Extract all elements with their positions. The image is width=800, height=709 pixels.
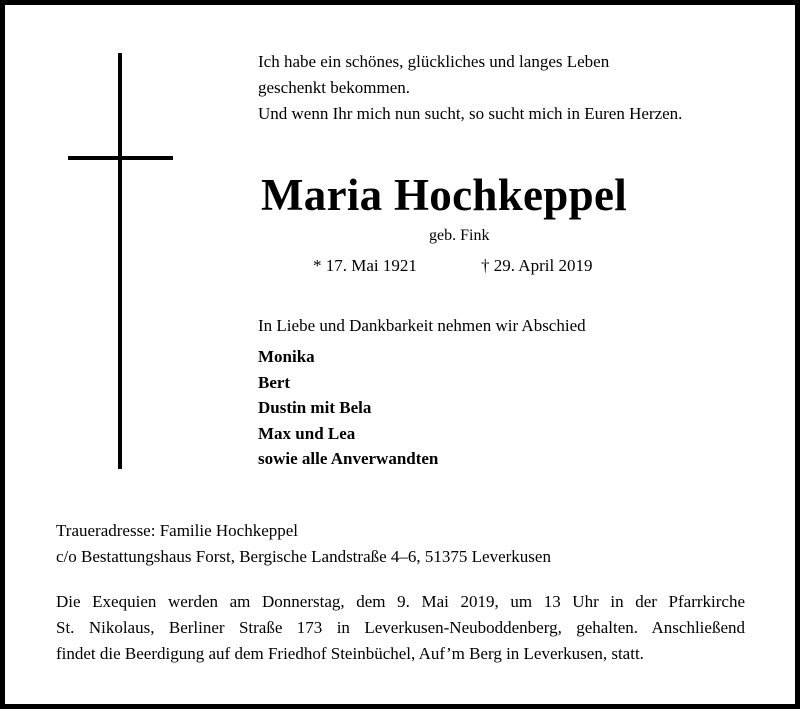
mourner-name: Dustin mit Bela (258, 398, 372, 417)
death-date: † 29. April 2019 (481, 256, 593, 275)
farewell-text: In Liebe und Dankbarkeit nehmen wir Abschied (258, 316, 586, 335)
mourning-address (56, 518, 551, 570)
address-line: c/o Bestattungshaus Forst, Bergische Landstraße 4–6, 51375 Leverkusen (56, 547, 551, 566)
motto-line: geschenkt bekommen. (258, 78, 411, 97)
mourners-list (258, 344, 438, 472)
motto-line: Und wenn Ihr mich nun sucht, so sucht mich in Euren Herzen. (258, 104, 683, 123)
motto-quote (258, 49, 778, 127)
motto-line: Ich habe ein schönes, glückliches und langes Leben (258, 52, 610, 71)
cross-vertical-bar (118, 53, 122, 469)
funeral-service-info (56, 589, 745, 667)
mourner-name: Bert (258, 372, 291, 392)
birth-name: geb. Fink (429, 227, 490, 244)
birth-date: * 17. Mai 1921 (313, 256, 417, 275)
cross-horizontal-bar (68, 156, 173, 160)
mourner-name: sowie alle Anverwandten (258, 449, 439, 468)
mourner-name: Monika (258, 347, 315, 366)
service-line: Die Exequien werden am Donnerstag, dem 9. Mai 2019, um 13 Uhr in der Pfarrkirche (56, 592, 745, 611)
mourner-name: Max und Lea (258, 423, 356, 443)
address-line: Traueradresse: Familie Hochkeppel (56, 521, 299, 540)
service-line: findet die Beerdigung auf dem Friedhof Steinbüchel, Auf’m Berg in Leverkusen, statt. (56, 644, 644, 663)
service-line: St. Nikolaus, Berliner Straße 173 in Leverkusen-Neuboddenberg, gehalten. Anschließend (56, 618, 745, 637)
deceased-name: Maria Hochkeppel (261, 170, 628, 220)
